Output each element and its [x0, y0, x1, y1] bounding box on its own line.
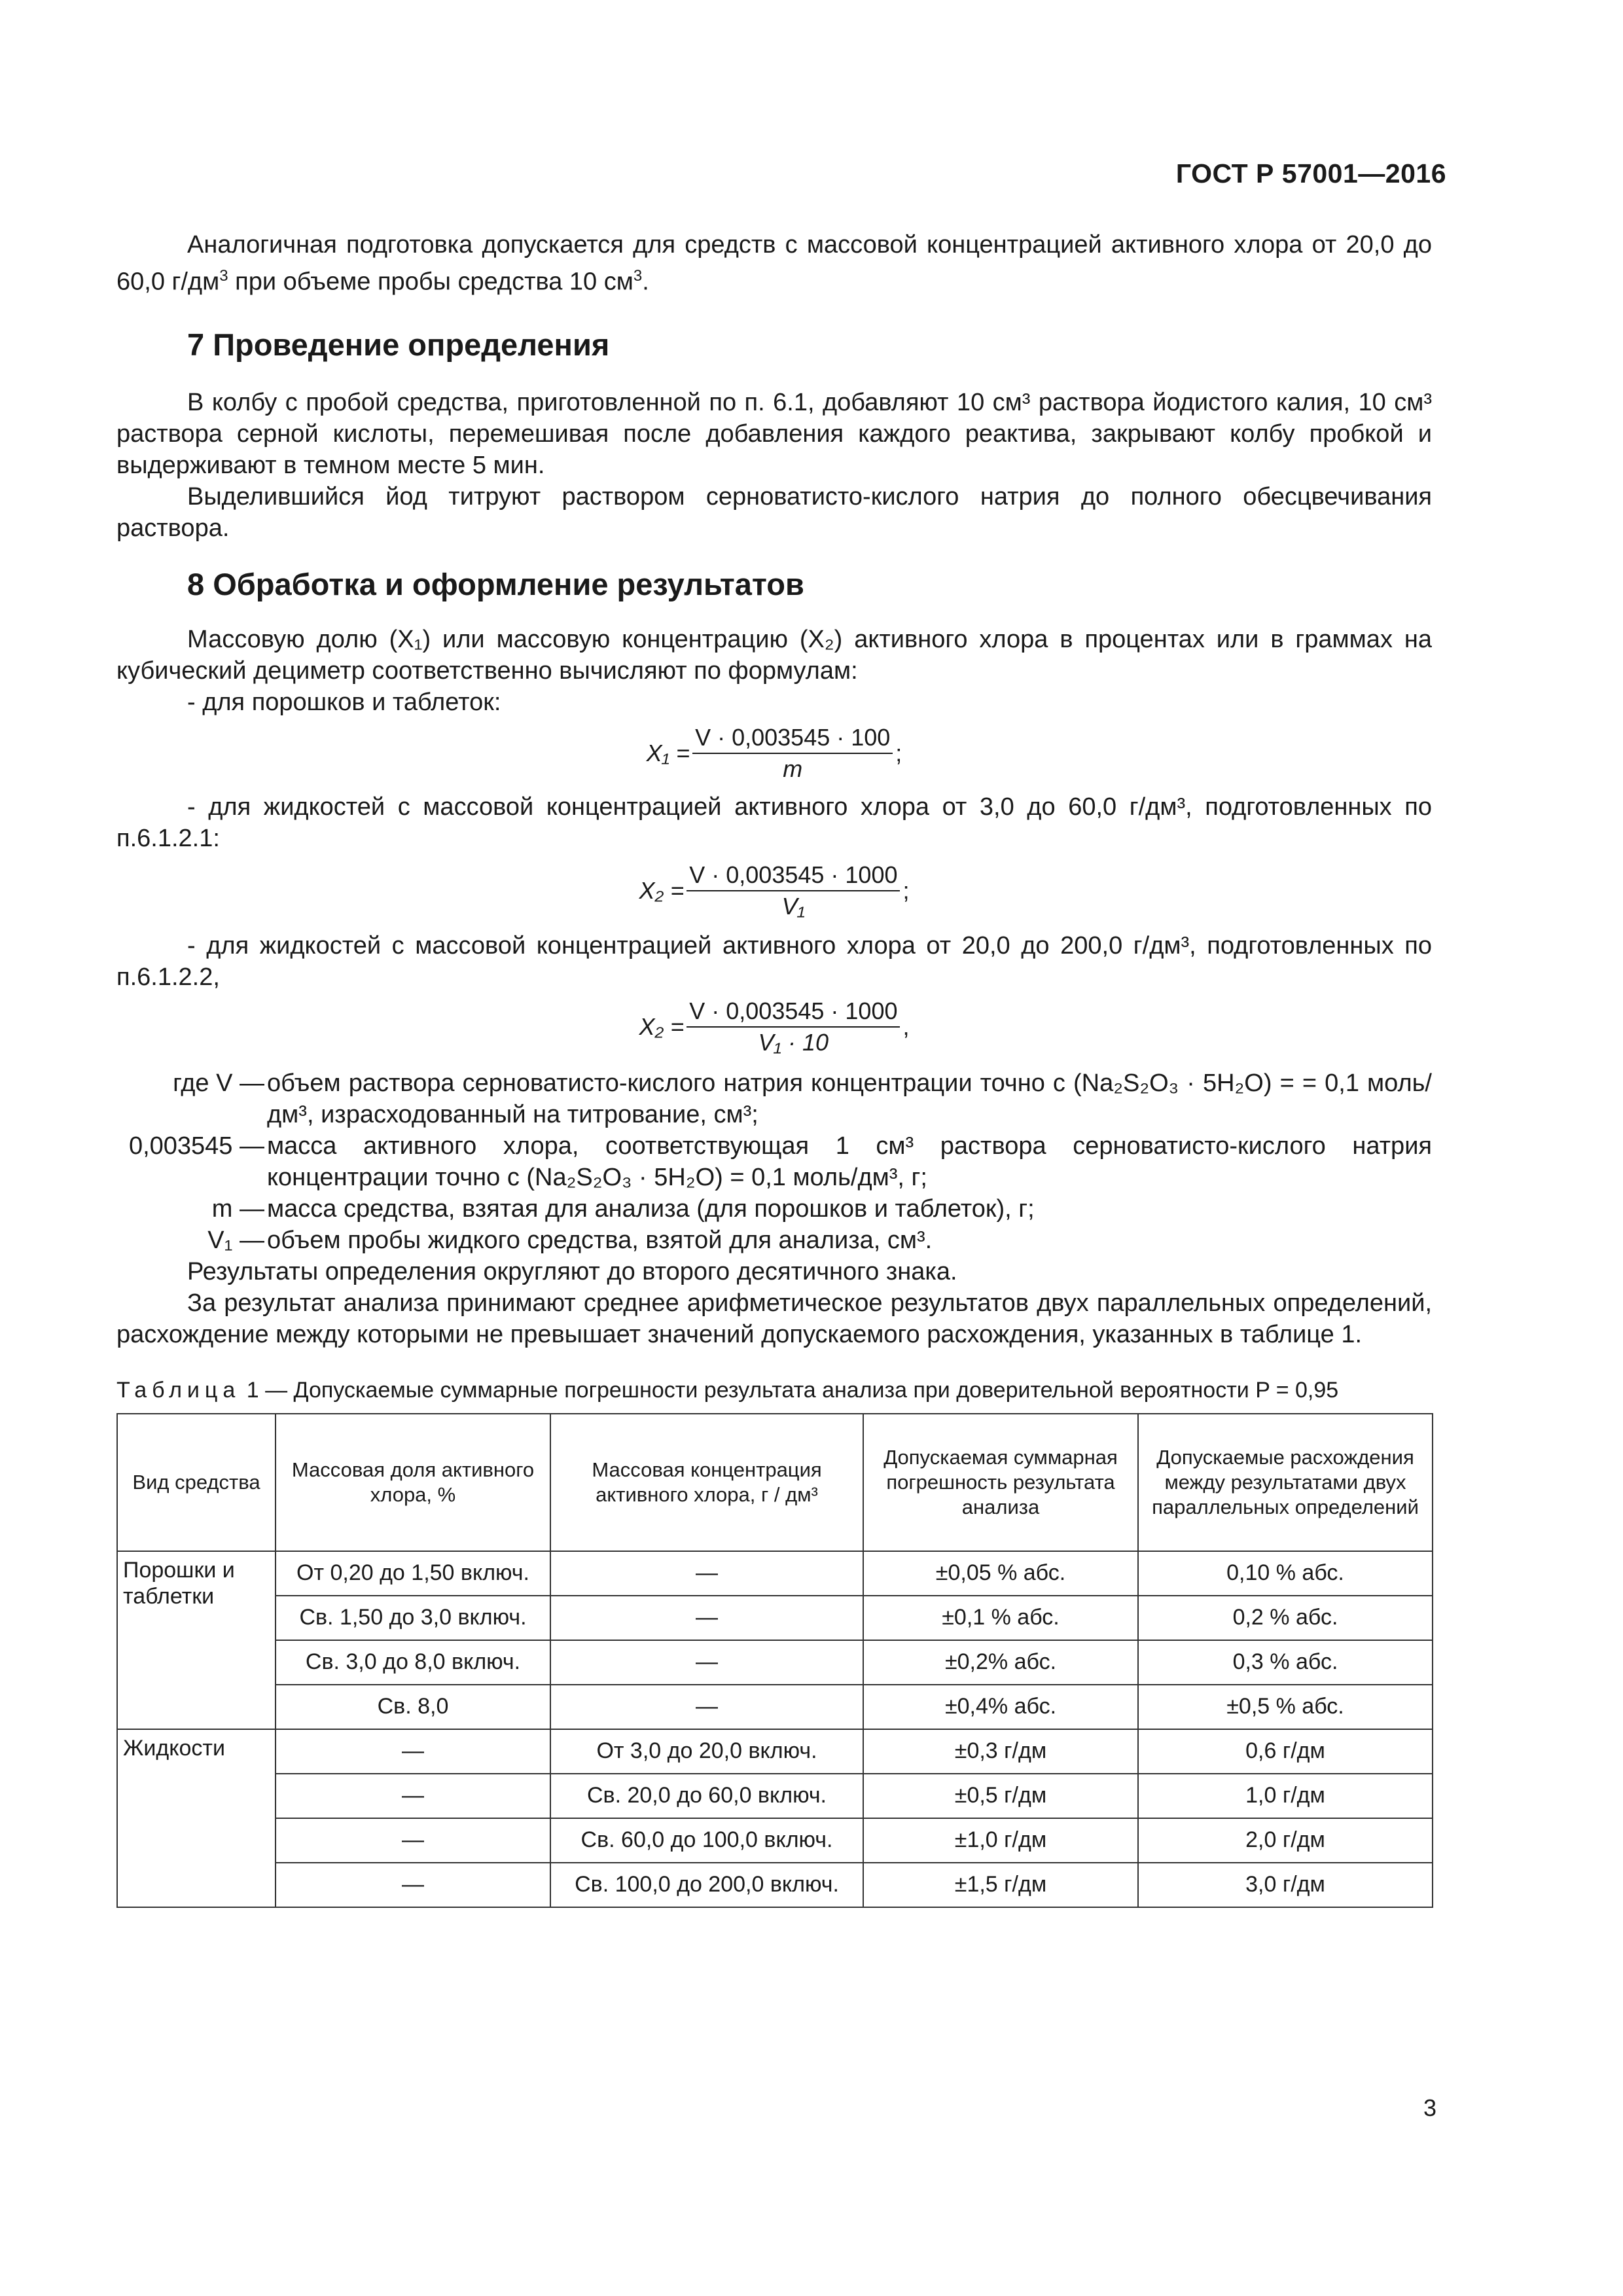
formula-x1-end: ;: [895, 739, 902, 766]
document-code-header: ГОСТ Р 57001—2016: [1175, 158, 1446, 188]
table-cell: ±0,4% абс.: [863, 1685, 1138, 1729]
list-item-liquids-2: - для жидкостей с массовой концентрацией активного хлора от 20,0 до 200,0 г/дм³, подготовленных по п.6.1.2.2,: [116, 931, 1432, 991]
result-paragraph: За результат анализа принимают среднее арифметическое результатов двух параллельных определений, расхождение между которыми не превышает значений допускаемого расхождения, указанных в таблице 1.: [116, 1289, 1432, 1348]
formula-x2-a-denominator: V₁: [781, 892, 806, 920]
table-cell: ±0,3 г/дм: [863, 1729, 1138, 1774]
where-desc-m: масса средства, взятая для анализа (для порошков и таблеток), г;: [267, 1194, 1035, 1223]
formula-x1: [116, 721, 1432, 786]
table-cell: Св. 8,0: [276, 1685, 550, 1729]
tolerance-table: [116, 1413, 1433, 1908]
page-number: 3: [1423, 2094, 1436, 2121]
table-cell: ±0,2% абс.: [863, 1640, 1138, 1685]
formula-x1-denominator: m: [783, 755, 803, 782]
table-header-row: [117, 1414, 1433, 1551]
table-cell: ±0,05 % абс.: [863, 1551, 1138, 1596]
table-cell: 2,0 г/дм: [1138, 1818, 1433, 1863]
table-cell: —: [276, 1729, 550, 1774]
formula-x2-b-fraction: [687, 997, 900, 1056]
table-row: [117, 1596, 1433, 1640]
intro-paragraph: Аналогичная подготовка допускается для средств с массовой концентрацией активного хлора от 20,0 до 60,0 $г/дм^3$ при объеме пробы средства 10 $см^3$.: [116, 231, 1432, 296]
table-cell: —: [276, 1774, 550, 1818]
table-row: [117, 1551, 1433, 1596]
section-7-paragraph-1: В колбу с пробой средства, приготовленной по п. 6.1, добавляют 10 см³ раствора йодистого калия, 10 см³ раствора серной кислоты, перемешивая после добавления каждого реактива, закрывают колбу пробкой и выдерживают в темном месте 5 мин.: [116, 388, 1432, 479]
header-product-type: Вид средства: [117, 1414, 276, 1551]
table-caption: Таблица 1 — Допускаемые суммарные погрешности результата анализа при доверительной вероятности P = 0,95: [116, 1377, 1339, 1403]
table-cell: Св. 20,0 до 60,0 включ.: [550, 1774, 863, 1818]
table-cell: ±1,5 г/дм: [863, 1863, 1138, 1907]
formula-x2-b-denominator: V₁ · 10: [758, 1028, 829, 1056]
where-key-constant: 0,003545 —: [128, 1132, 264, 1160]
table-cell: 3,0 г/дм: [1138, 1863, 1433, 1907]
where-desc-v1: объем пробы жидкого средства, взятой для анализа, см³.: [267, 1226, 933, 1254]
table-cell: —: [276, 1818, 550, 1863]
table-cell: ±0,5 г/дм: [863, 1774, 1138, 1818]
section-8-paragraph-1: Массовую долю (X₁) или массовую концентрацию (X₂) активного хлора в процентах или в граммах на кубический дециметр соответственно вычисляют по формулам:: [116, 625, 1432, 685]
list-item-liquids-1: - для жидкостей с массовой концентрацией активного хлора от 3,0 до 60,0 г/дм³, подготовленных по п.6.1.2.1:: [116, 793, 1432, 852]
table-cell: —: [550, 1596, 863, 1640]
table-cell: Св. 60,0 до 100,0 включ.: [550, 1818, 863, 1863]
table-cell: От 0,20 до 1,50 включ.: [276, 1551, 550, 1596]
formula-x2-a-numerator: V · 0,003545 · 1000: [687, 861, 900, 891]
formula-x2-a-end: ;: [902, 876, 910, 904]
table-cell: —: [550, 1551, 863, 1596]
table-cell: Св. 3,0 до 8,0 включ.: [276, 1640, 550, 1685]
formula-x2-a-fraction: [687, 861, 900, 920]
header-mass-fraction: Массовая доля активного хлора, %: [276, 1414, 550, 1551]
header-discrepancy: Допускаемые расхождения между результатами двух параллельных определений: [1138, 1414, 1433, 1551]
table-row: [117, 1729, 1433, 1774]
where-key-m: m —: [211, 1194, 264, 1223]
group-name-powders: Порошки и таблетки: [117, 1551, 276, 1729]
table-cell: —: [550, 1640, 863, 1685]
table-cell: Св. 1,50 до 3,0 включ.: [276, 1596, 550, 1640]
formula-x2-b: [116, 993, 1432, 1061]
where-key-v1: V₁ —: [207, 1226, 264, 1254]
table-row: [117, 1685, 1433, 1729]
list-item-powders: - для порошков и таблеток:: [187, 688, 501, 716]
where-desc-constant: масса активного хлора, соответствующая 1 см³ раствора серноватисто-кислого натрия концентрации точно c (Na₂S₂O₃ · 5H₂O) = 0,1 моль/дм³, г;: [267, 1132, 1432, 1191]
formula-x1-lhs: X₁ =: [646, 739, 690, 766]
rounding-paragraph: Результаты определения округляют до второго десятичного знака.: [187, 1257, 957, 1285]
table-cell: 0,3 % абс.: [1138, 1640, 1433, 1685]
formula-x2-b-numerator: V · 0,003545 · 1000: [687, 997, 900, 1028]
header-mass-concentration: Массовая концентрация активного хлора, г / дм³: [550, 1414, 863, 1551]
formula-x2-a: [116, 857, 1432, 925]
where-desc-v: объем раствора серноватисто-кислого натрия концентрации точно c (Na₂S₂O₃ · 5H₂O) = = 0,1 моль/дм³, израсходованный на титрование, см³;: [267, 1069, 1432, 1128]
table-cell: —: [276, 1863, 550, 1907]
table-cell: —: [550, 1685, 863, 1729]
where-list: [116, 1067, 1432, 1256]
formula-x1-fraction: [692, 724, 893, 783]
table-row: [117, 1818, 1433, 1863]
section-7-paragraph-2: Выделившийся йод титруют раствором серноватисто-кислого натрия до полного обесцвечивания раствора.: [116, 482, 1432, 542]
group-name-liquids: Жидкости: [117, 1729, 276, 1907]
table-cell: ±0,1 % абс.: [863, 1596, 1138, 1640]
section-8-heading: 8 Обработка и оформление результатов: [187, 566, 804, 601]
section-7-heading: 7 Проведение определения: [187, 327, 610, 362]
table-cell: 0,6 г/дм: [1138, 1729, 1433, 1774]
table-row: [117, 1774, 1433, 1818]
table-cell: 0,10 % абс.: [1138, 1551, 1433, 1596]
table-cell: ±0,5 % абс.: [1138, 1685, 1433, 1729]
table-row: [117, 1863, 1433, 1907]
table-cell: Св. 100,0 до 200,0 включ.: [550, 1863, 863, 1907]
table-cell: От 3,0 до 20,0 включ.: [550, 1729, 863, 1774]
table-cell: ±1,0 г/дм: [863, 1818, 1138, 1863]
formula-x1-numerator: V · 0,003545 · 100: [692, 724, 893, 754]
page-content: [116, 229, 1432, 1908]
table-cell: 0,2 % абс.: [1138, 1596, 1433, 1640]
header-total-error: Допускаемая суммарная погрешность результата анализа: [863, 1414, 1138, 1551]
formula-x2-b-lhs: X₂ =: [639, 1013, 685, 1040]
table-row: [117, 1640, 1433, 1685]
formula-x2-a-lhs: X₂ =: [639, 876, 685, 904]
where-key-v: где V —: [173, 1069, 264, 1097]
formula-x2-b-end: ,: [902, 1013, 910, 1040]
table-cell: 1,0 г/дм: [1138, 1774, 1433, 1818]
